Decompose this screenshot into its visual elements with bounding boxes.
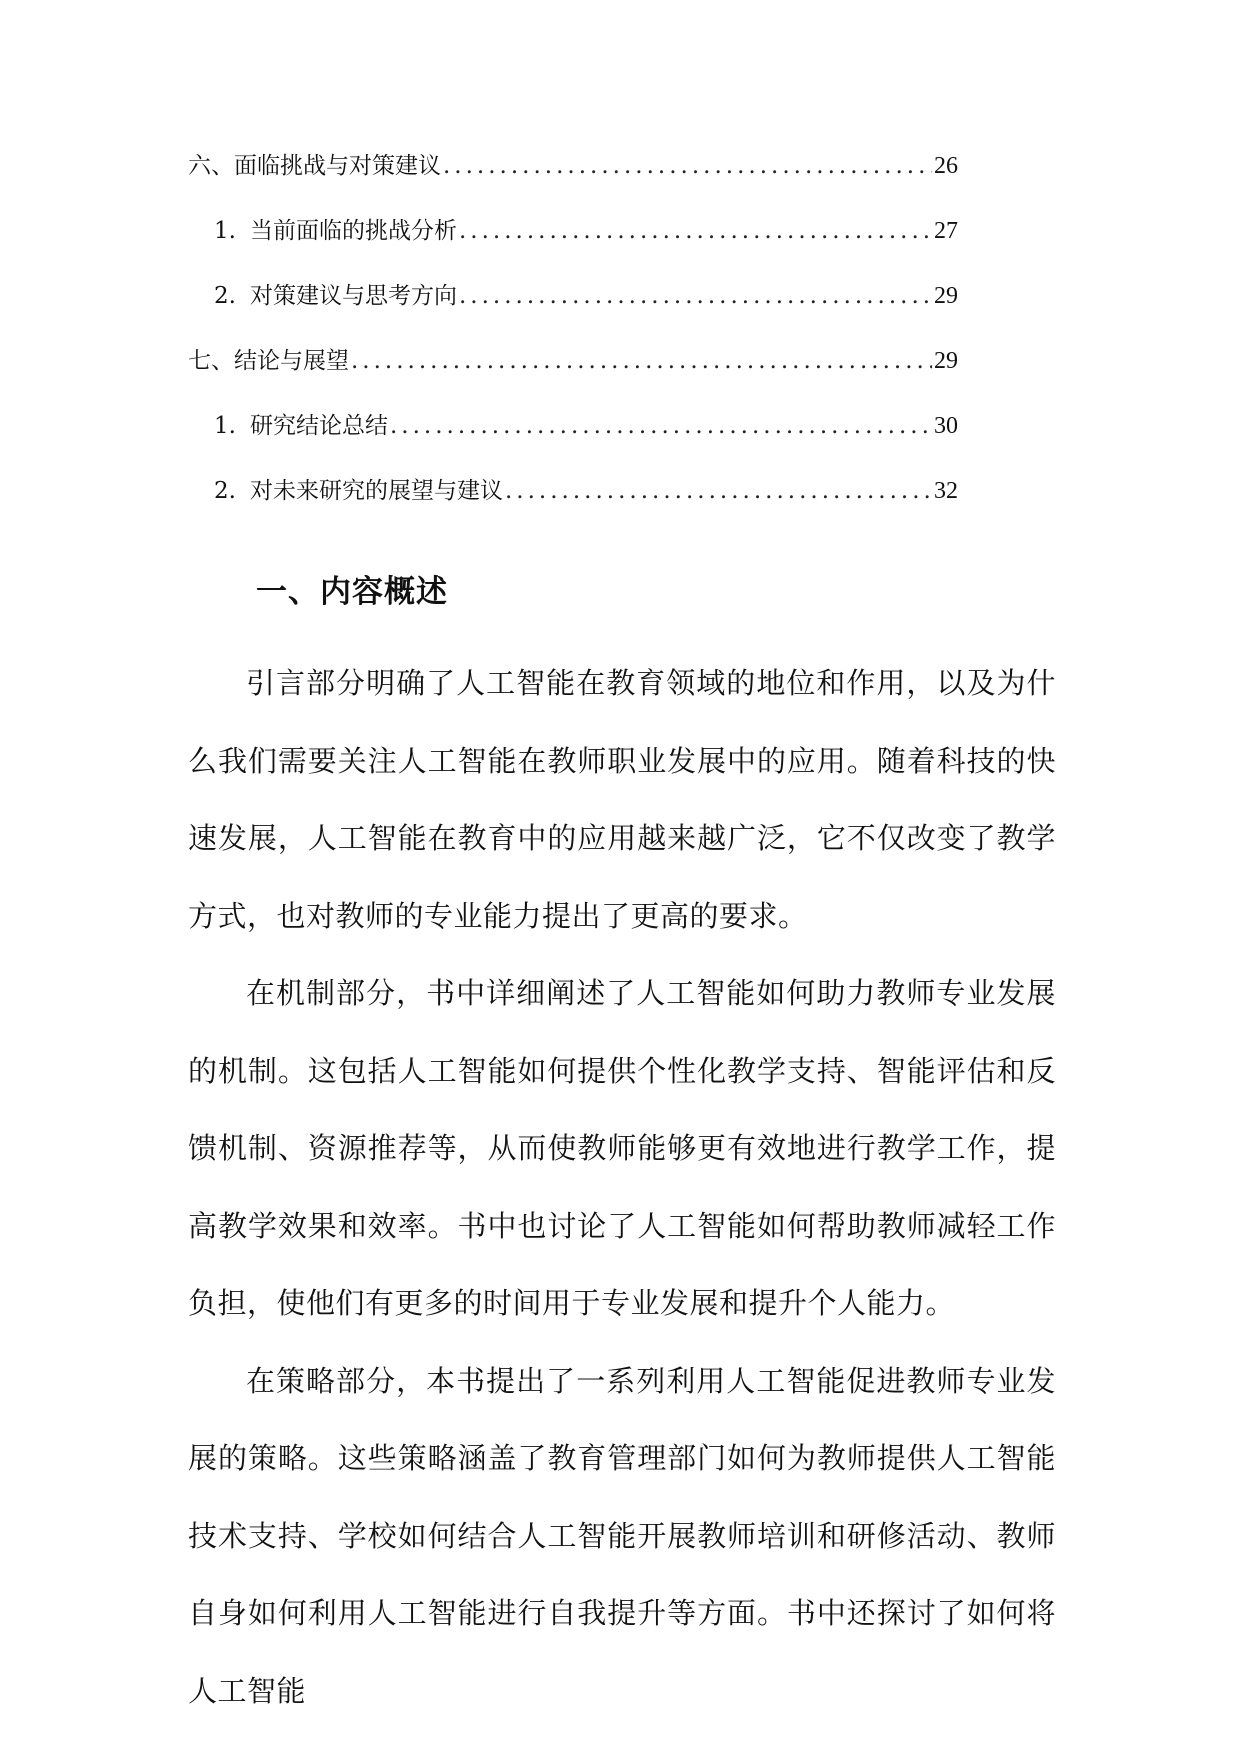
section-heading: 一、内容概述	[256, 574, 448, 610]
toc-entry-page: 32	[934, 478, 958, 504]
toc-leader-dots	[351, 341, 932, 381]
body-paragraph: 在机制部分，书中详细阐述了人工智能如何助力教师专业发展的机制。这包括人工智能如何提供个性化教学支持、智能评估和反馈机制、资源推荐等，从而使教师能够更有效地进行教学工作，提高教学效果和效率。书中也讨论了人工智能如何帮助教师减轻工作负担，使他们有更多的时间用于专业发展和提升个人能力。	[188, 976, 1056, 1320]
toc-entry-number: 1.	[214, 218, 236, 244]
toc-entry[interactable]	[188, 211, 958, 276]
toc-entry-number: 1.	[214, 413, 236, 439]
toc-leader-dots	[459, 276, 932, 316]
toc-leader-dots	[459, 211, 932, 251]
toc-entry[interactable]	[188, 406, 958, 471]
toc-entry-page: 29	[934, 283, 958, 309]
toc-entry-page: 27	[934, 218, 958, 244]
toc-entry[interactable]	[188, 276, 958, 341]
toc-entry-title: 对未来研究的展望与建议	[250, 478, 503, 504]
toc-leader-dots	[505, 471, 932, 511]
toc-entry-title: 当前面临的挑战分析	[250, 218, 457, 244]
body-paragraph: 引言部分明确了人工智能在教育领域的地位和作用，以及为什么我们需要关注人工智能在教师职业发展中的应用。随着科技的快速发展，人工智能在教育中的应用越来越广泛，它不仅改变了教学方式，也对教师的专业能力提出了更高的要求。	[188, 666, 1056, 933]
toc-entry-page: 26	[934, 153, 958, 179]
toc-entry-title: 六、面临挑战与对策建议	[188, 153, 441, 179]
toc-entry-number: 2.	[214, 283, 236, 309]
toc-entry[interactable]	[188, 471, 958, 536]
toc-leader-dots	[443, 146, 932, 186]
toc-entry-page: 29	[934, 348, 958, 374]
section-body	[188, 645, 1056, 1730]
toc-entry-title: 七、结论与展望	[188, 348, 349, 374]
table-of-contents	[188, 146, 958, 536]
toc-entry-page: 30	[934, 413, 958, 439]
toc-entry-title: 研究结论总结	[250, 413, 388, 439]
toc-entry[interactable]	[188, 146, 958, 211]
toc-entry-title: 对策建议与思考方向	[250, 283, 457, 309]
toc-entry[interactable]	[188, 341, 958, 406]
toc-entry-number: 2.	[214, 478, 236, 504]
toc-leader-dots	[390, 406, 932, 446]
body-paragraph: 在策略部分，本书提出了一系列利用人工智能促进教师专业发展的策略。这些策略涵盖了教育管理部门如何为教师提供人工智能技术支持、学校如何结合人工智能开展教师培训和研修活动、教师自身如何利用人工智能进行自我提升等方面。书中还探讨了如何将人工智能	[188, 1363, 1056, 1708]
